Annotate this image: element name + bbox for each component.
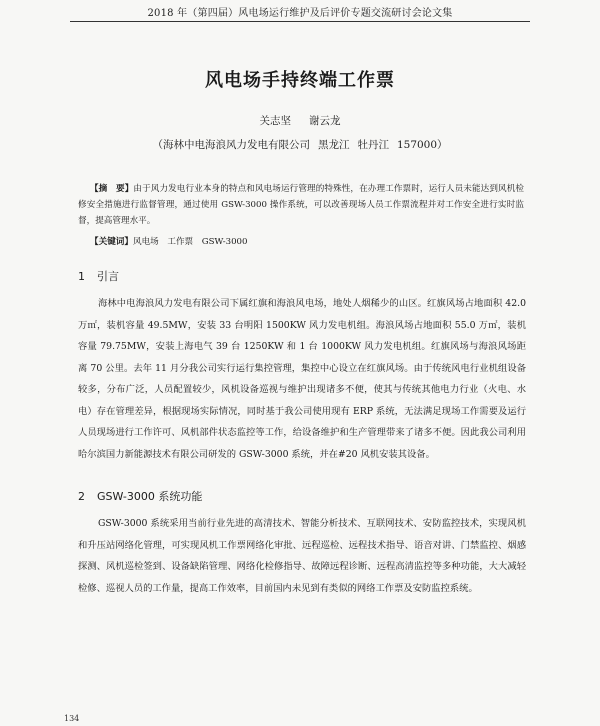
author-name: 关志坚 [259,115,291,127]
section-heading [78,268,119,284]
section-heading [78,488,202,504]
section-body: 海林中电海浪风力发电有限公司下属红旗和海浪风电场，地处人烟稀少的山区。红旗风场占地面积 42.0 万㎡，装机容量 49.5MW，安装 33 台明阳 1500KW 风力发电机组。海浪风场占地面积 55.0 万㎡，装机容量 79.75MW，安装上海电气 39 台 1250KW 和 1 台 1000KW 风力发电机组。红旗风场与海浪风场距离 70 公里。去年 11 月分我公司实行运行集控管理，集控中心设立在红旗风场。由于传统风电行业机组设备较多，分布广泛，人员配置较少，风机设备巡视与维护出现诸多不便，使其与传统其他电力行业（火电、水电）存在管理差异，根据现场实际情况，同时基于我公司使用现有 ERP 系统，无法满足现场工作需要及运行人员现场进行工作许可、风机部件状态监控等工作，给设备维护和生产管理带来了诸多不便。因此我公司利用哈尔滨国力新能源技术有限公司研发的 GSW-3000 系统，并在#20 风机安装其设备。 [78,298,526,460]
author-name: 谢云龙 [309,115,341,127]
page-number: 134 [64,714,80,723]
section-number: 1 [78,270,85,283]
affiliation-province: 黑龙江 [317,139,350,151]
running-header: 2018 年（第四届）风电场运行维护及后评价专题交流研讨会论文集 [147,8,453,19]
keywords-label: 【关键词】 [90,237,133,247]
keywords [90,235,247,247]
authors [0,113,600,128]
affiliation [0,137,600,152]
section-body: GSW-3000 系统采用当前行业先进的高清技术、智能分析技术、互联网技术、安防监控技术，实现风机和升压站网络化管理，可实现风机工作票网络化审批、远程巡检、远程技术指导、语音对讲、门禁监控、烟感探测、风机巡检签到、设备缺陷管理、网络化检修指导、故障远程诊断、远程高清监控等多种功能，大大减轻检修、巡视人员的工作量，提高工作效率，目前国内未见到有类似的网络工作票及安防监控系统。 [78,518,526,594]
section-number: 2 [78,490,85,503]
affiliation-city: 牡丹江 [357,139,389,151]
section-title: 引言 [97,270,119,283]
affiliation-postcode: 157000） [396,139,448,151]
abstract-text: 由于风力发电行业本身的特点和风电场运行管理的特殊性，在办理工作票时，运行人员未能达到风机检修安全措施进行监督管理，通过使用 GSW-3000 操作系统，可以改善现场人员工作票流程并对工作安全进行实时监督，提高管理水平。 [78,184,524,226]
paper-title: 风电场手持终端工作票 [205,70,395,91]
keywords-text: 风电场 工作票 GSW-3000 [132,237,248,247]
section-title: GSW-3000 系统功能 [97,490,203,503]
affiliation-org: （海林中电海浪风力发电有限公司 [152,139,310,151]
header-rule [70,21,530,22]
abstract [78,181,524,229]
abstract-label: 【摘 要】 [90,184,134,194]
